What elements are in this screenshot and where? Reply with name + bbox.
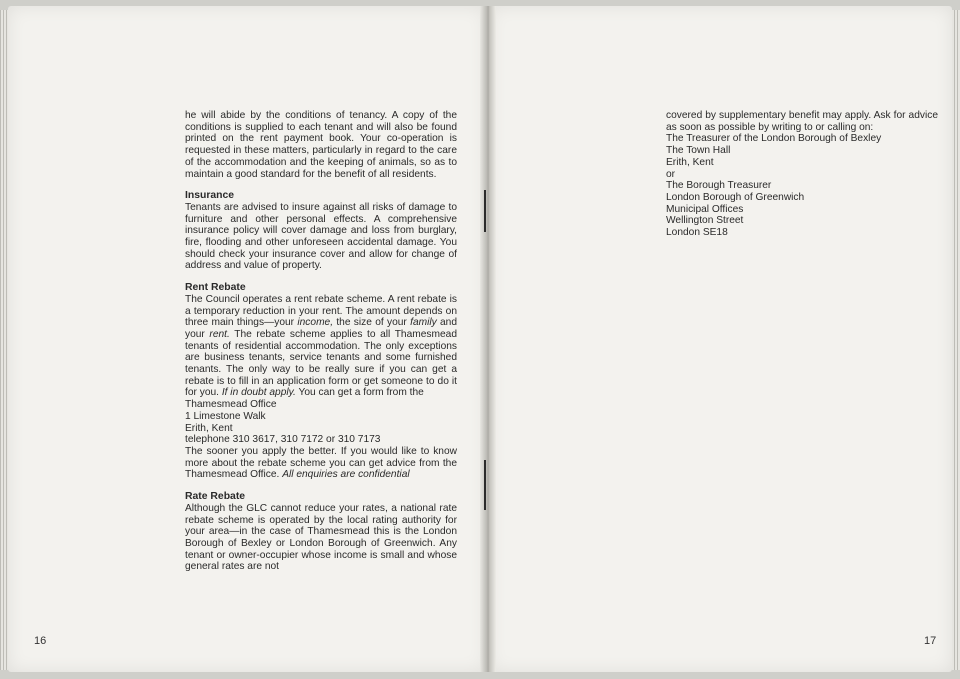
right-page-column: [666, 110, 938, 239]
address-separator: or: [666, 168, 676, 180]
rate-rebate-paragraph: Although the GLC cannot reduce your rates, a national rate rebate scheme is operated by the local rating authority for your area—in the case of Thamesmead this is the London Borough of Bexley or London Borough of Greenwich. Any tenant or owner-occupier whose income is small and whose general rates are not: [185, 502, 457, 573]
address-line: The Treasurer of the London Borough of Bexley: [666, 133, 882, 145]
right-page: [490, 6, 952, 672]
address-line: 1 Limestone Walk: [185, 410, 266, 422]
address-line: Erith, Kent: [666, 156, 714, 168]
page-stack-right-edge: [952, 10, 960, 670]
address-line: Thamesmead Office: [185, 399, 277, 411]
address-line: Municipal Offices: [666, 203, 744, 215]
telephone-line: telephone 310 3617, 310 7172 or 310 7173: [185, 434, 381, 446]
emphasis-confidential: All enquiries are confidential: [282, 469, 410, 481]
address-line: Wellington Street: [666, 215, 744, 227]
rent-rebate-paragraph: [185, 294, 457, 399]
text-run: The rebate scheme applies to all Thamesmead tenants of residential accommodation. The only exceptions are business tenants, service tenants and some furnished tenants. The only way to be really sure if you can get a rebate is to fill in an application form or get someone to do it for you.: [185, 328, 457, 399]
emphasis-family: family: [410, 317, 437, 329]
emphasis-rent: rent.: [209, 328, 230, 340]
text-run: You can get a form from the: [295, 387, 424, 399]
text-run: and your: [185, 317, 458, 340]
address-line: The Borough Treasurer: [666, 180, 772, 192]
address-line: London SE18: [666, 227, 728, 239]
thamesmead-office-address: [185, 399, 457, 446]
rent-rebate-advice-paragraph: [185, 446, 457, 481]
text-run: The sooner you apply the better. If you would like to know more about the rebate scheme you can get advice from the Thamesmead Office.: [185, 445, 457, 481]
text-run: the size of your: [333, 317, 411, 329]
book-gutter: [480, 6, 496, 672]
page-number-right: 17: [924, 635, 937, 647]
page-number-left: 16: [34, 635, 47, 647]
page-stack-left-edge: [0, 10, 8, 670]
emphasis-income: income,: [297, 317, 334, 329]
margin-mark: [484, 460, 486, 510]
margin-mark: [484, 190, 486, 232]
left-page-column: [185, 110, 457, 573]
intro-paragraph: he will abide by the conditions of tenancy. A copy of the conditions is supplied to each tenant and will also be found printed on the rent payment book. Your co-operation is requested in these matters, particularly in regard to the care of the accommodation and the keeping of animals, so as to maintain a good standard for the benefit of all residents.: [185, 110, 457, 180]
insurance-heading: Insurance: [185, 190, 235, 202]
rate-rebate-heading: Rate Rebate: [185, 491, 246, 503]
text-run: The Council operates a rent rebate scheme. A rent rebate is a temporary reduction in your rent. The amount depends on three main things—your: [185, 293, 457, 329]
address-line: London Borough of Greenwich: [666, 191, 805, 203]
address-line: The Town Hall: [666, 145, 731, 157]
address-line: Erith, Kent: [185, 422, 233, 434]
insurance-paragraph: Tenants are advised to insure against all risks of damage to furniture and other personal effects. A comprehensive insurance policy will cover damage and loss from burglary, fire, flooding and other unforeseen accidental damage. You should check your insurance cover and allow for change of address and value of property.: [185, 201, 457, 272]
emphasis-if-in-doubt: If in doubt apply.: [221, 387, 296, 399]
continuation-paragraph: covered by supplementary benefit may apply. Ask for advice as soon as possible by writing to or calling on:: [666, 110, 938, 133]
rent-rebate-heading: Rent Rebate: [185, 282, 246, 294]
treasurer-addresses: [666, 133, 938, 238]
